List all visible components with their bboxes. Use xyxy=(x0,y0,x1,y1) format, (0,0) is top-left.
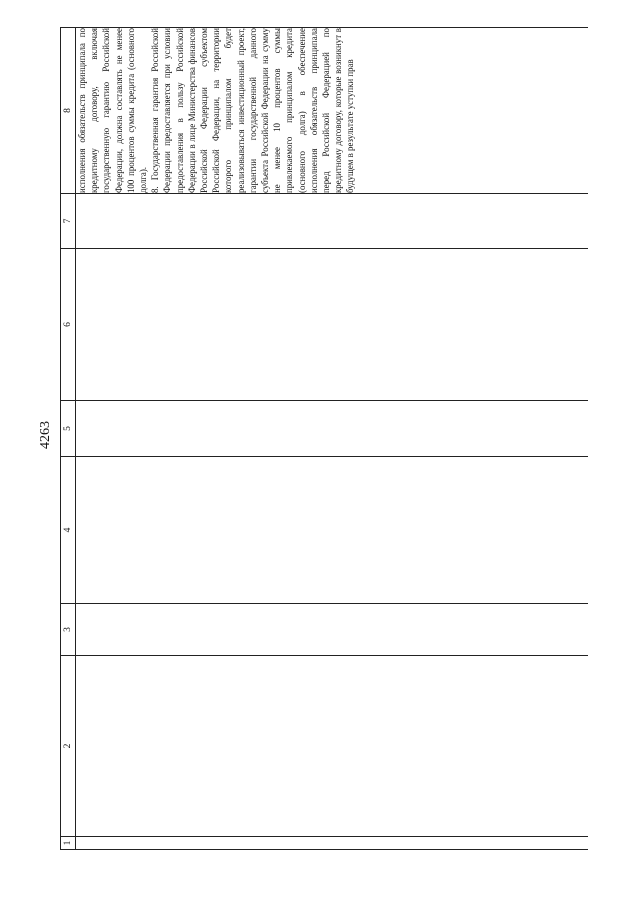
cell-col-1 xyxy=(76,837,589,850)
table-header-row xyxy=(61,28,76,850)
column-header-3: 3 xyxy=(61,604,76,656)
guarantee-conditions-table xyxy=(60,27,588,850)
column-header-2: 2 xyxy=(61,656,76,837)
guarantee-text-paragraph-2: 8. Государственная гарантия Российской Федерации предоставляется при условии предоставления в пользу Российской Федерации в лице Министерства финансов Российской Федерации субъектом Российской Федерации, на территории которого принципалом будет реализовываться инвестиционный проект, гарантии государственной данного субъекта Российской Федерации на сумму не менее 10 процентов суммы привлекаемого принципалом кредита (основного долга) в обеспечение исполнения обязательств принципала перед Российской Федерацией по кредитному договору, которые возникнут в будущем в результате уступки прав xyxy=(150,28,356,193)
page-number: 4263 xyxy=(38,421,53,449)
cell-col-4 xyxy=(76,457,589,604)
cell-col-2 xyxy=(76,656,589,837)
table-row xyxy=(76,28,589,850)
column-header-7: 7 xyxy=(61,194,76,249)
column-header-1: 1 xyxy=(61,837,76,850)
cell-col-3 xyxy=(76,604,589,656)
column-header-4: 4 xyxy=(61,457,76,604)
column-header-5: 5 xyxy=(61,401,76,457)
cell-col-7 xyxy=(76,194,589,249)
column-header-6: 6 xyxy=(61,249,76,401)
cell-col-6 xyxy=(76,249,589,401)
rotated-table-wrapper xyxy=(60,28,588,850)
cell-col-5 xyxy=(76,401,589,457)
cell-col-8-text xyxy=(76,28,589,194)
guarantee-text-paragraph-1: исполнения обязательств принципала по кредитному договору, включая государственную гарантию Российской Федерации, должна составлять не менее 100 процентов суммы кредита (основного долга). xyxy=(77,28,149,193)
column-header-8: 8 xyxy=(61,28,76,194)
